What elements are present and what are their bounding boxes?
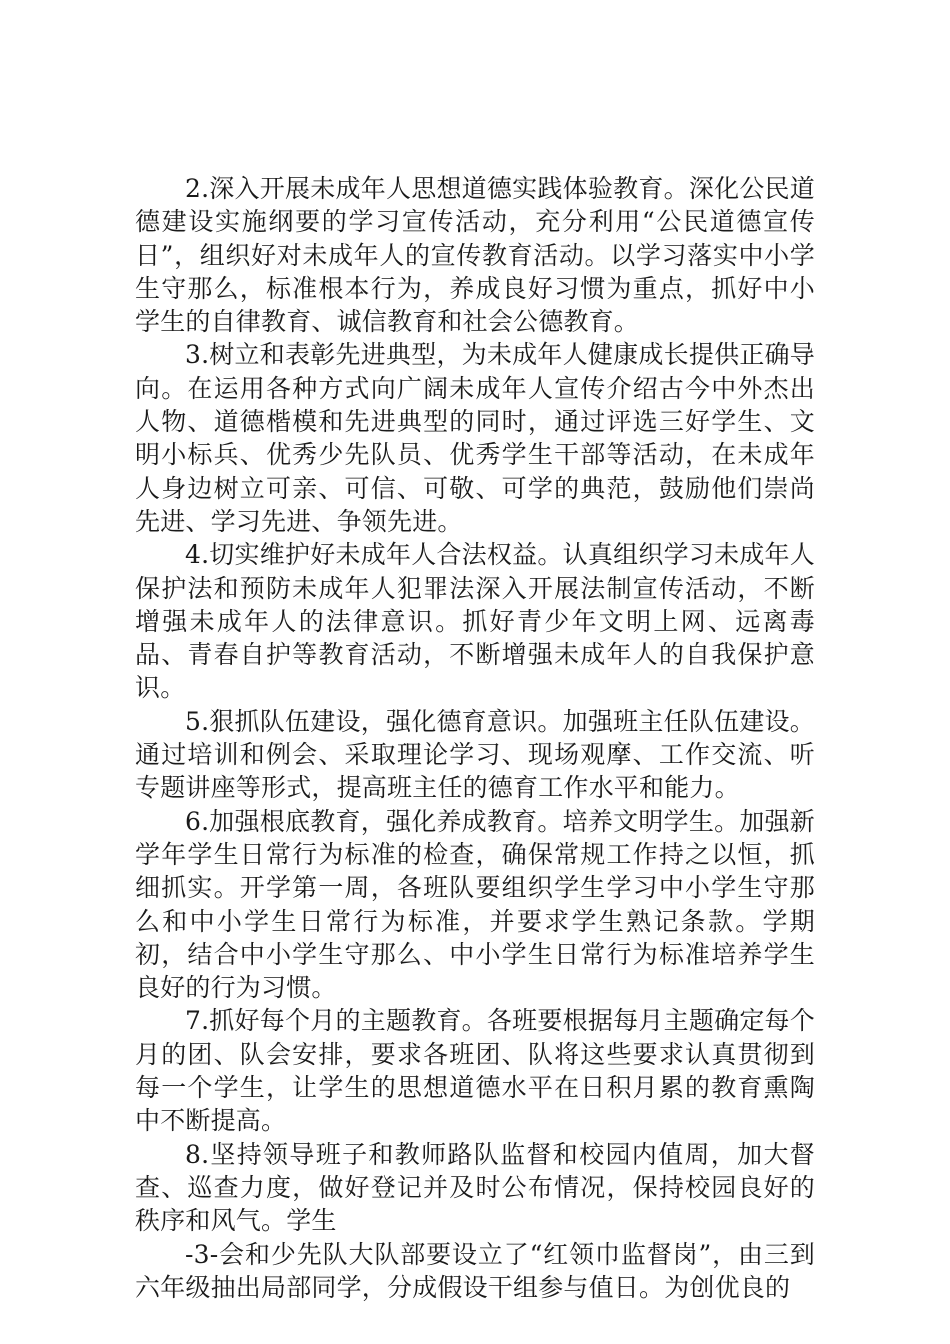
document-body (135, 172, 815, 1304)
paragraph-3: 3.树立和表彰先进典型，为未成年人健康成长提供正确导向。在运用各种方式向广阔未成年人宣传介绍古今中外杰出人物、道德楷模和先进典型的同时，通过评选三好学生、文明小标兵、优秀少先队员、优秀学生干部等活动，在未成年人身边树立可亲、可信、可敬、可学的典范，鼓励他们崇尚先进、学习先进、争领先进。 (135, 340, 815, 536)
paragraph-continuation: -3-会和少先队大队部要设立了“红领巾监督岗”，由三到六年级抽出局部同学，分成假设干组参与值日。为创优良的 (135, 1239, 815, 1302)
paragraph-6: 6.加强根底教育，强化养成教育。培养文明学生。加强新学年学生日常行为标准的检查，确保常规工作持之以恒，抓细抓实。开学第一周，各班队要组织学生学习中小学生守那么和中小学生日常行为标准，并要求学生熟记条款。学期初，结合中小学生守那么、中小学生日常行为标准培养学生良好的行为习惯。 (135, 806, 815, 1003)
paragraph-8: 8.坚持领导班子和教师路队监督和校园内值周，加大督查、巡查力度，做好登记并及时公布情况，保持校园良好的秩序和风气。学生 (135, 1139, 815, 1236)
paragraph-7: 7.抓好每个月的主题教育。各班要根据每月主题确定每个月的团、队会安排，要求各班团、队将这些要求认真贯彻到每一个学生，让学生的思想道德水平在日积月累的教育熏陶中不断提高。 (135, 1006, 815, 1136)
paragraph-2: 2.深入开展未成年人思想道德实践体验教育。深化公民道德建设实施纲要的学习宣传活动，充分利用“公民道德宣传日”，组织好对未成年人的宣传教育活动。以学习落实中小学生守那么，标准根本行为，养成良好习惯为重点，抓好中小学生的自律教育、诚信教育和社会公德教育。 (135, 174, 815, 337)
paragraph-4: 4.切实维护好未成年人合法权益。认真组织学习未成年人保护法和预防未成年人犯罪法深入开展法制宣传活动，不断增强未成年人的法律意识。抓好青少年文明上网、远离毒品、青春自护等教育活动，不断增强未成年人的自我保护意识。 (135, 540, 815, 703)
paragraph-5: 5.狠抓队伍建设，强化德育意识。加强班主任队伍建设。通过培训和例会、采取理论学习、现场观摩、工作交流、听专题讲座等形式，提高班主任的德育工作水平和能力。 (135, 706, 815, 803)
